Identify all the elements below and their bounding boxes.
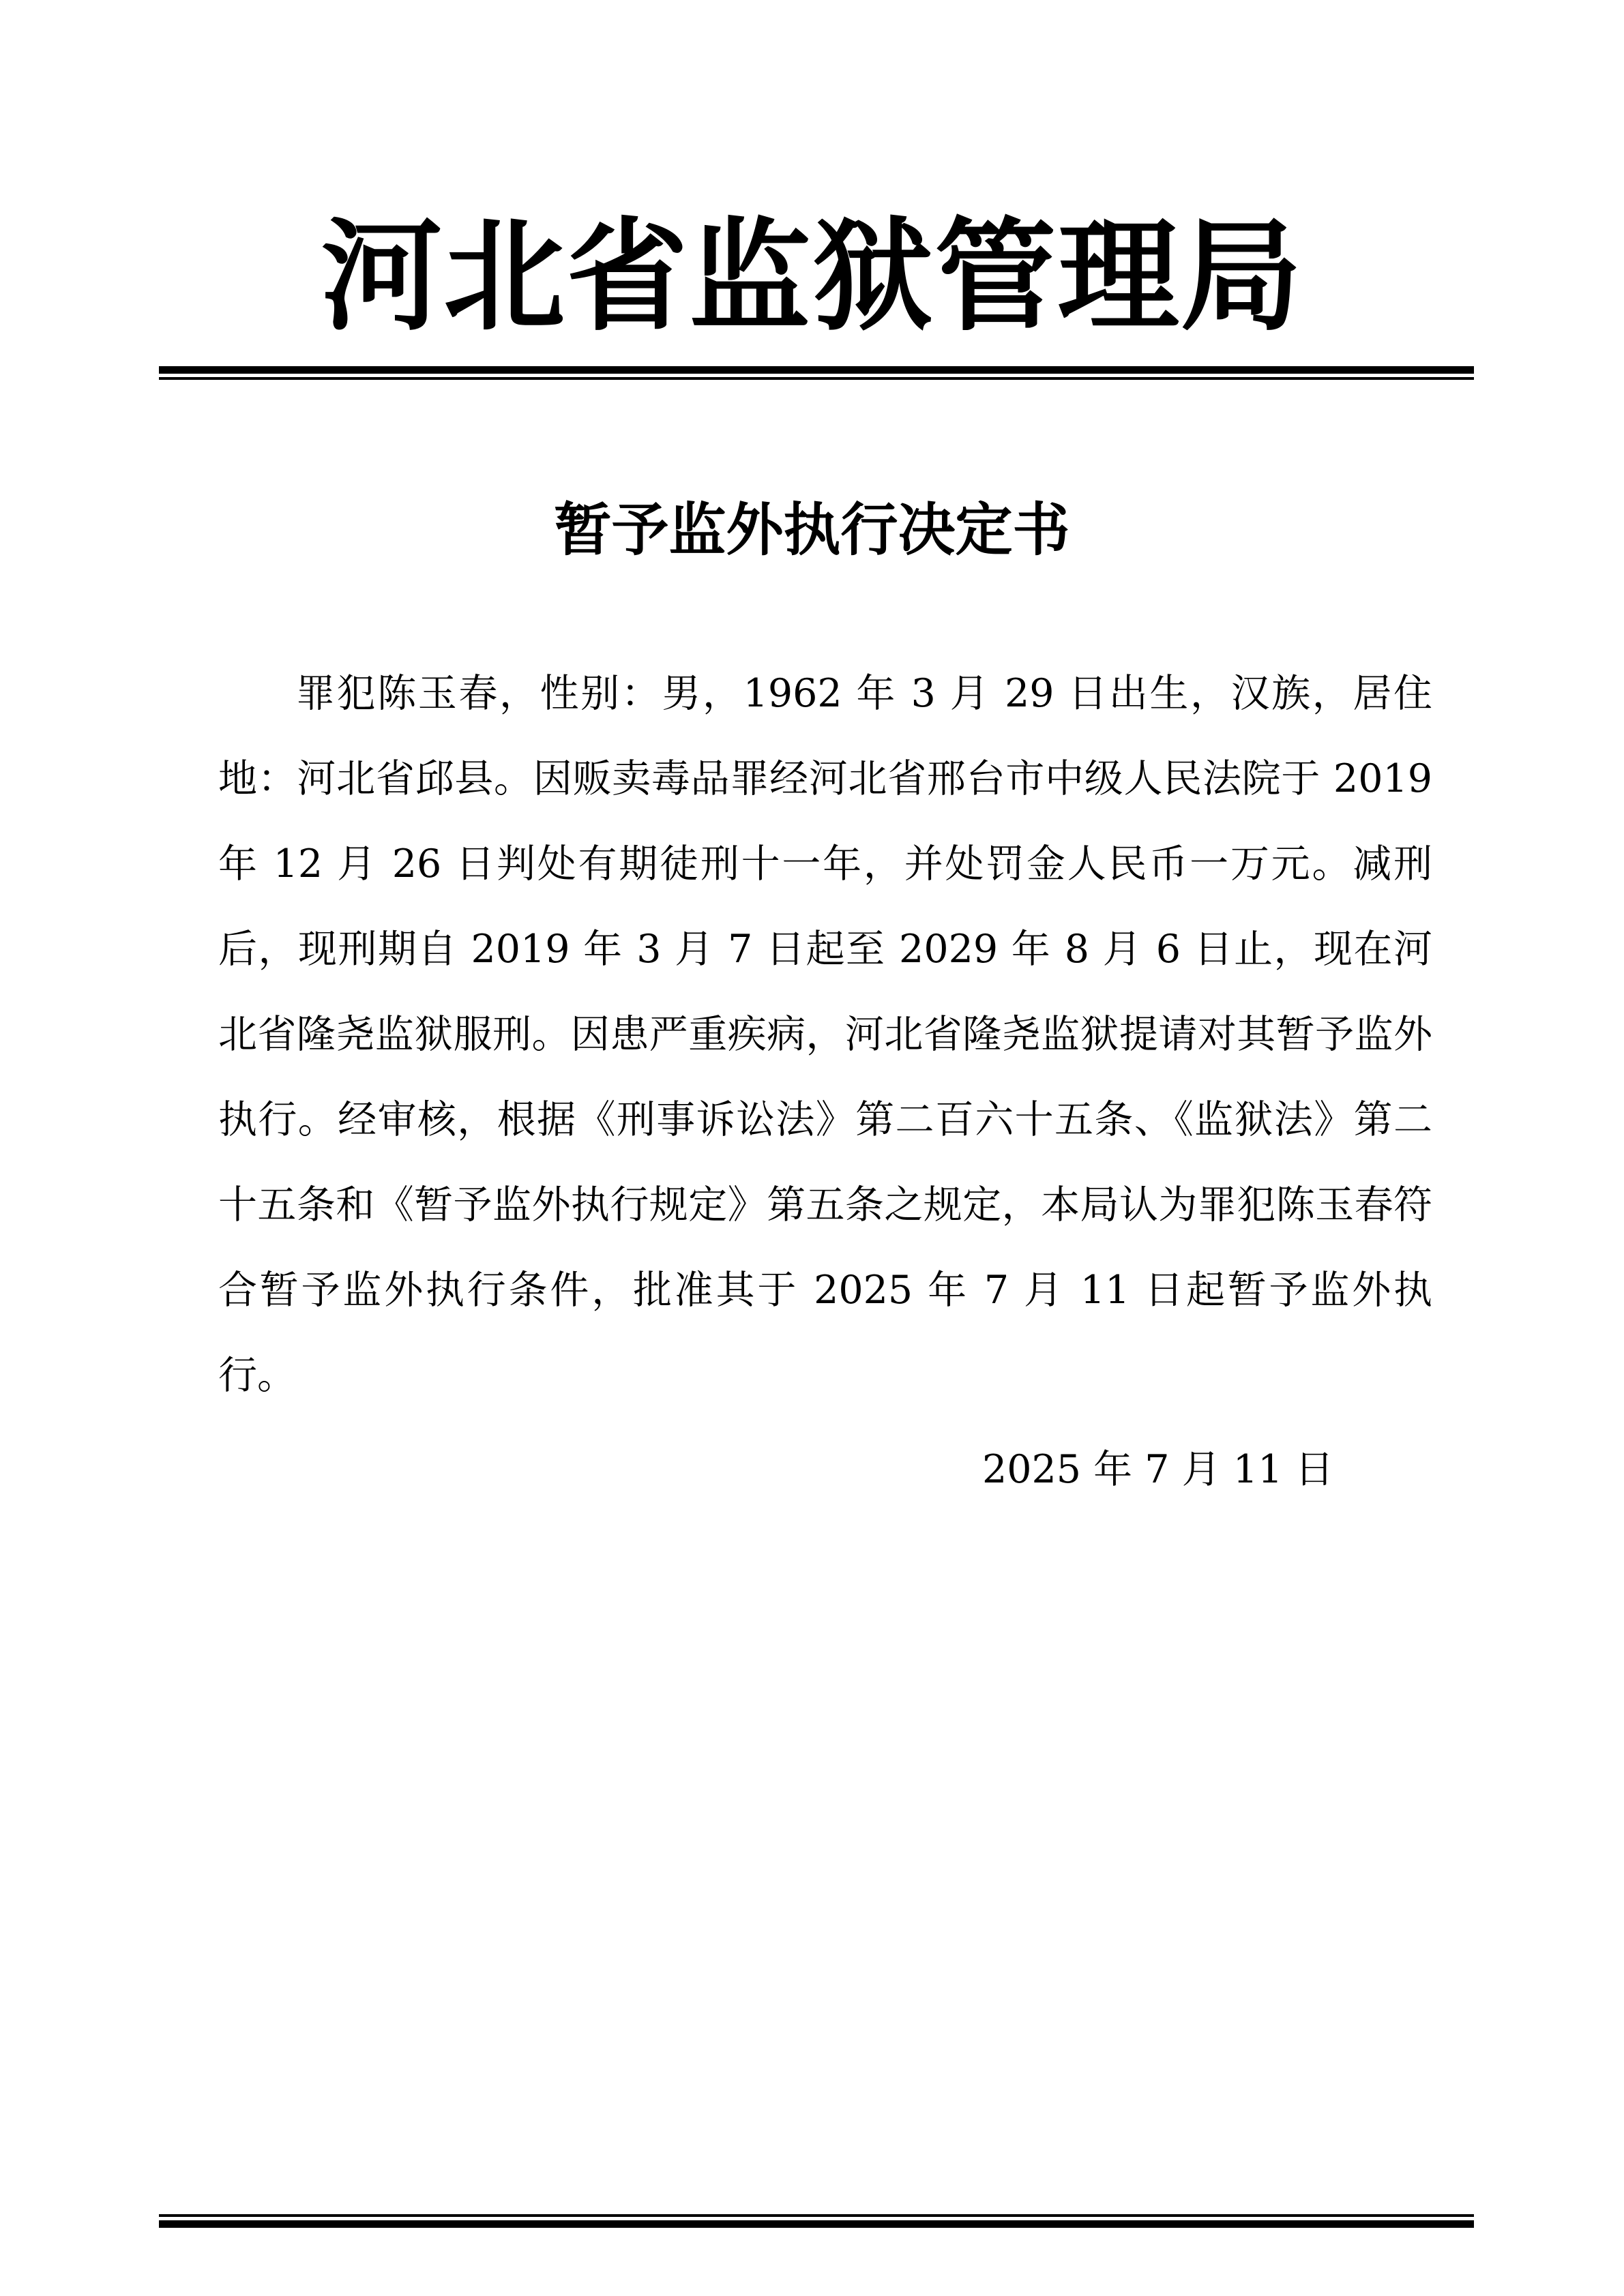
issue-date: 2025 年 7 月 11 日 — [982, 1447, 1334, 1492]
issuing-authority-title: 河北省监狱管理局 — [321, 205, 1303, 347]
footer-divider-thin — [159, 2214, 1474, 2217]
document-title: 暂予监外执行决定书 — [554, 496, 1070, 563]
header-divider-thin — [159, 377, 1474, 380]
header-divider-thick — [159, 366, 1474, 374]
decision-body-paragraph: 罪犯陈玉春，性别：男，1962 年 3 月 29 日出生，汉族，居住地：河北省邱县。因贩卖毒品罪经河北省邢台市中级人民法院于 2019 年 12 月 26 日判处有期徒刑十一年，并处罚金人民币一万元。减刑后，现刑期自 2019 年 3 月 7 日起至 2029 年 8 月 6 日止，现在河北省隆尧监狱服刑。因患严重疾病，河北省隆尧监狱提请对其暂予监外执行。经审核，根据《刑事诉讼法》第二百六十五条、《监狱法》第二十五条和《暂予监外执行规定》第五条之规定，本局认为罪犯陈玉春符合暂予监外执行条件，批准其于 2025 年 7 月 11 日起暂予监外执行。 — [218, 671, 1432, 1398]
footer-divider-thick — [159, 2220, 1474, 2228]
